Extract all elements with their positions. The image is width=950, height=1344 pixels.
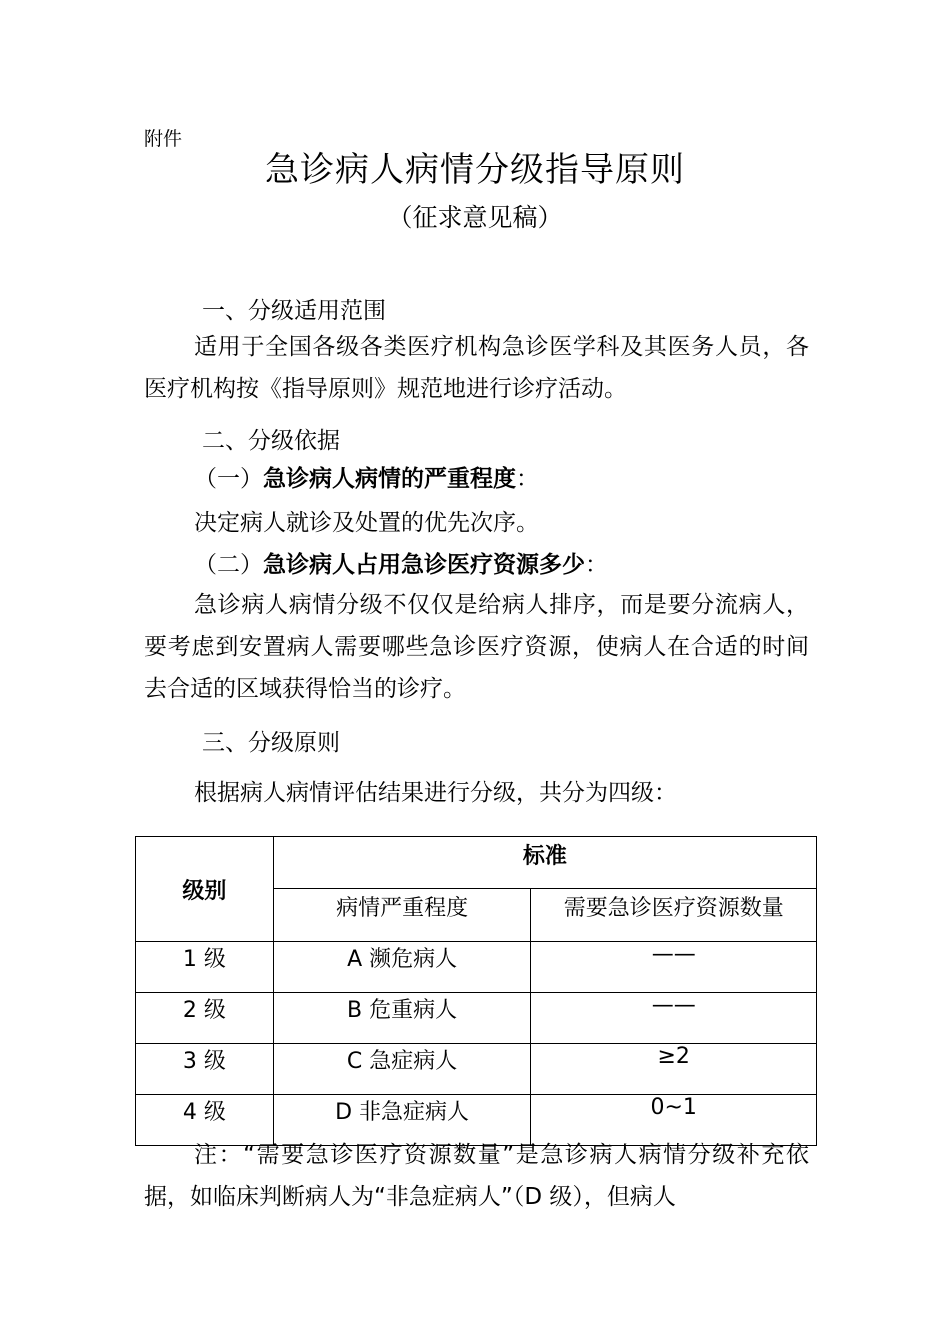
table-row (136, 942, 817, 993)
section3-heading: 三、分级原则 (202, 730, 340, 756)
section3-intro: 根据病人病情评估结果进行分级，共分为四级： (194, 780, 677, 806)
header-severity: 病情严重程度 (273, 889, 531, 942)
grading-table (135, 836, 817, 1146)
severity-cell: C 急症病人 (273, 1044, 531, 1095)
attachment-label: 附件 (144, 128, 183, 150)
table-header-row (136, 837, 817, 889)
item1-bold: 急诊病人病情的严重程度 (263, 466, 516, 492)
section2-heading: 二、分级依据 (202, 428, 340, 454)
resources-cell: —— (531, 942, 817, 993)
section2-item2-heading (194, 546, 608, 579)
severity-cell: B 危重病人 (273, 993, 531, 1044)
header-resources: 需要急诊医疗资源数量 (531, 889, 817, 942)
section2-item1-heading (194, 460, 539, 493)
level-cell: 2 级 (136, 993, 274, 1044)
table-note: 注：“需要急诊医疗资源数量”是急诊病人病情分级补充依据，如临床判断病人为“非急症病人”（D 级），但病人 (144, 1142, 809, 1210)
section2-item1-body: 决定病人就诊及处置的优先次序。 (194, 510, 539, 536)
item2-prefix: （二） (194, 552, 263, 578)
section2-item2-body: 急诊病人病情分级不仅仅是给病人排序，而是要分流病人，要考虑到安置病人需要哪些急诊医疗资源，使病人在合适的时间去合适的区域获得恰当的诊疗。 (144, 592, 809, 702)
document-title: 急诊病人病情分级指导原则 (265, 150, 685, 190)
resources-cell: ≥2 (531, 1044, 817, 1095)
section1-heading: 一、分级适用范围 (202, 298, 386, 324)
severity-cell: A 濒危病人 (273, 942, 531, 993)
severity-cell: D 非急症病人 (273, 1095, 531, 1146)
resources-cell: —— (531, 993, 817, 1044)
level-cell: 3 级 (136, 1044, 274, 1095)
level-cell: 4 级 (136, 1095, 274, 1146)
table-row (136, 993, 817, 1044)
item2-suffix: ： (585, 552, 608, 578)
section1-body: 适用于全国各级各类医疗机构急诊医学科及其医务人员，各医疗机构按《指导原则》规范地进行诊疗活动。 (144, 334, 809, 402)
document-subtitle: （征求意见稿） (387, 203, 563, 232)
item2-bold: 急诊病人占用急诊医疗资源多少 (263, 552, 585, 578)
level-cell: 1 级 (136, 942, 274, 993)
header-standard: 标准 (273, 837, 816, 889)
resources-cell: 0~1 (531, 1095, 817, 1146)
item1-suffix: ： (516, 466, 539, 492)
table-row (136, 1044, 817, 1095)
item1-prefix: （一） (194, 466, 263, 492)
header-level: 级别 (136, 837, 274, 942)
